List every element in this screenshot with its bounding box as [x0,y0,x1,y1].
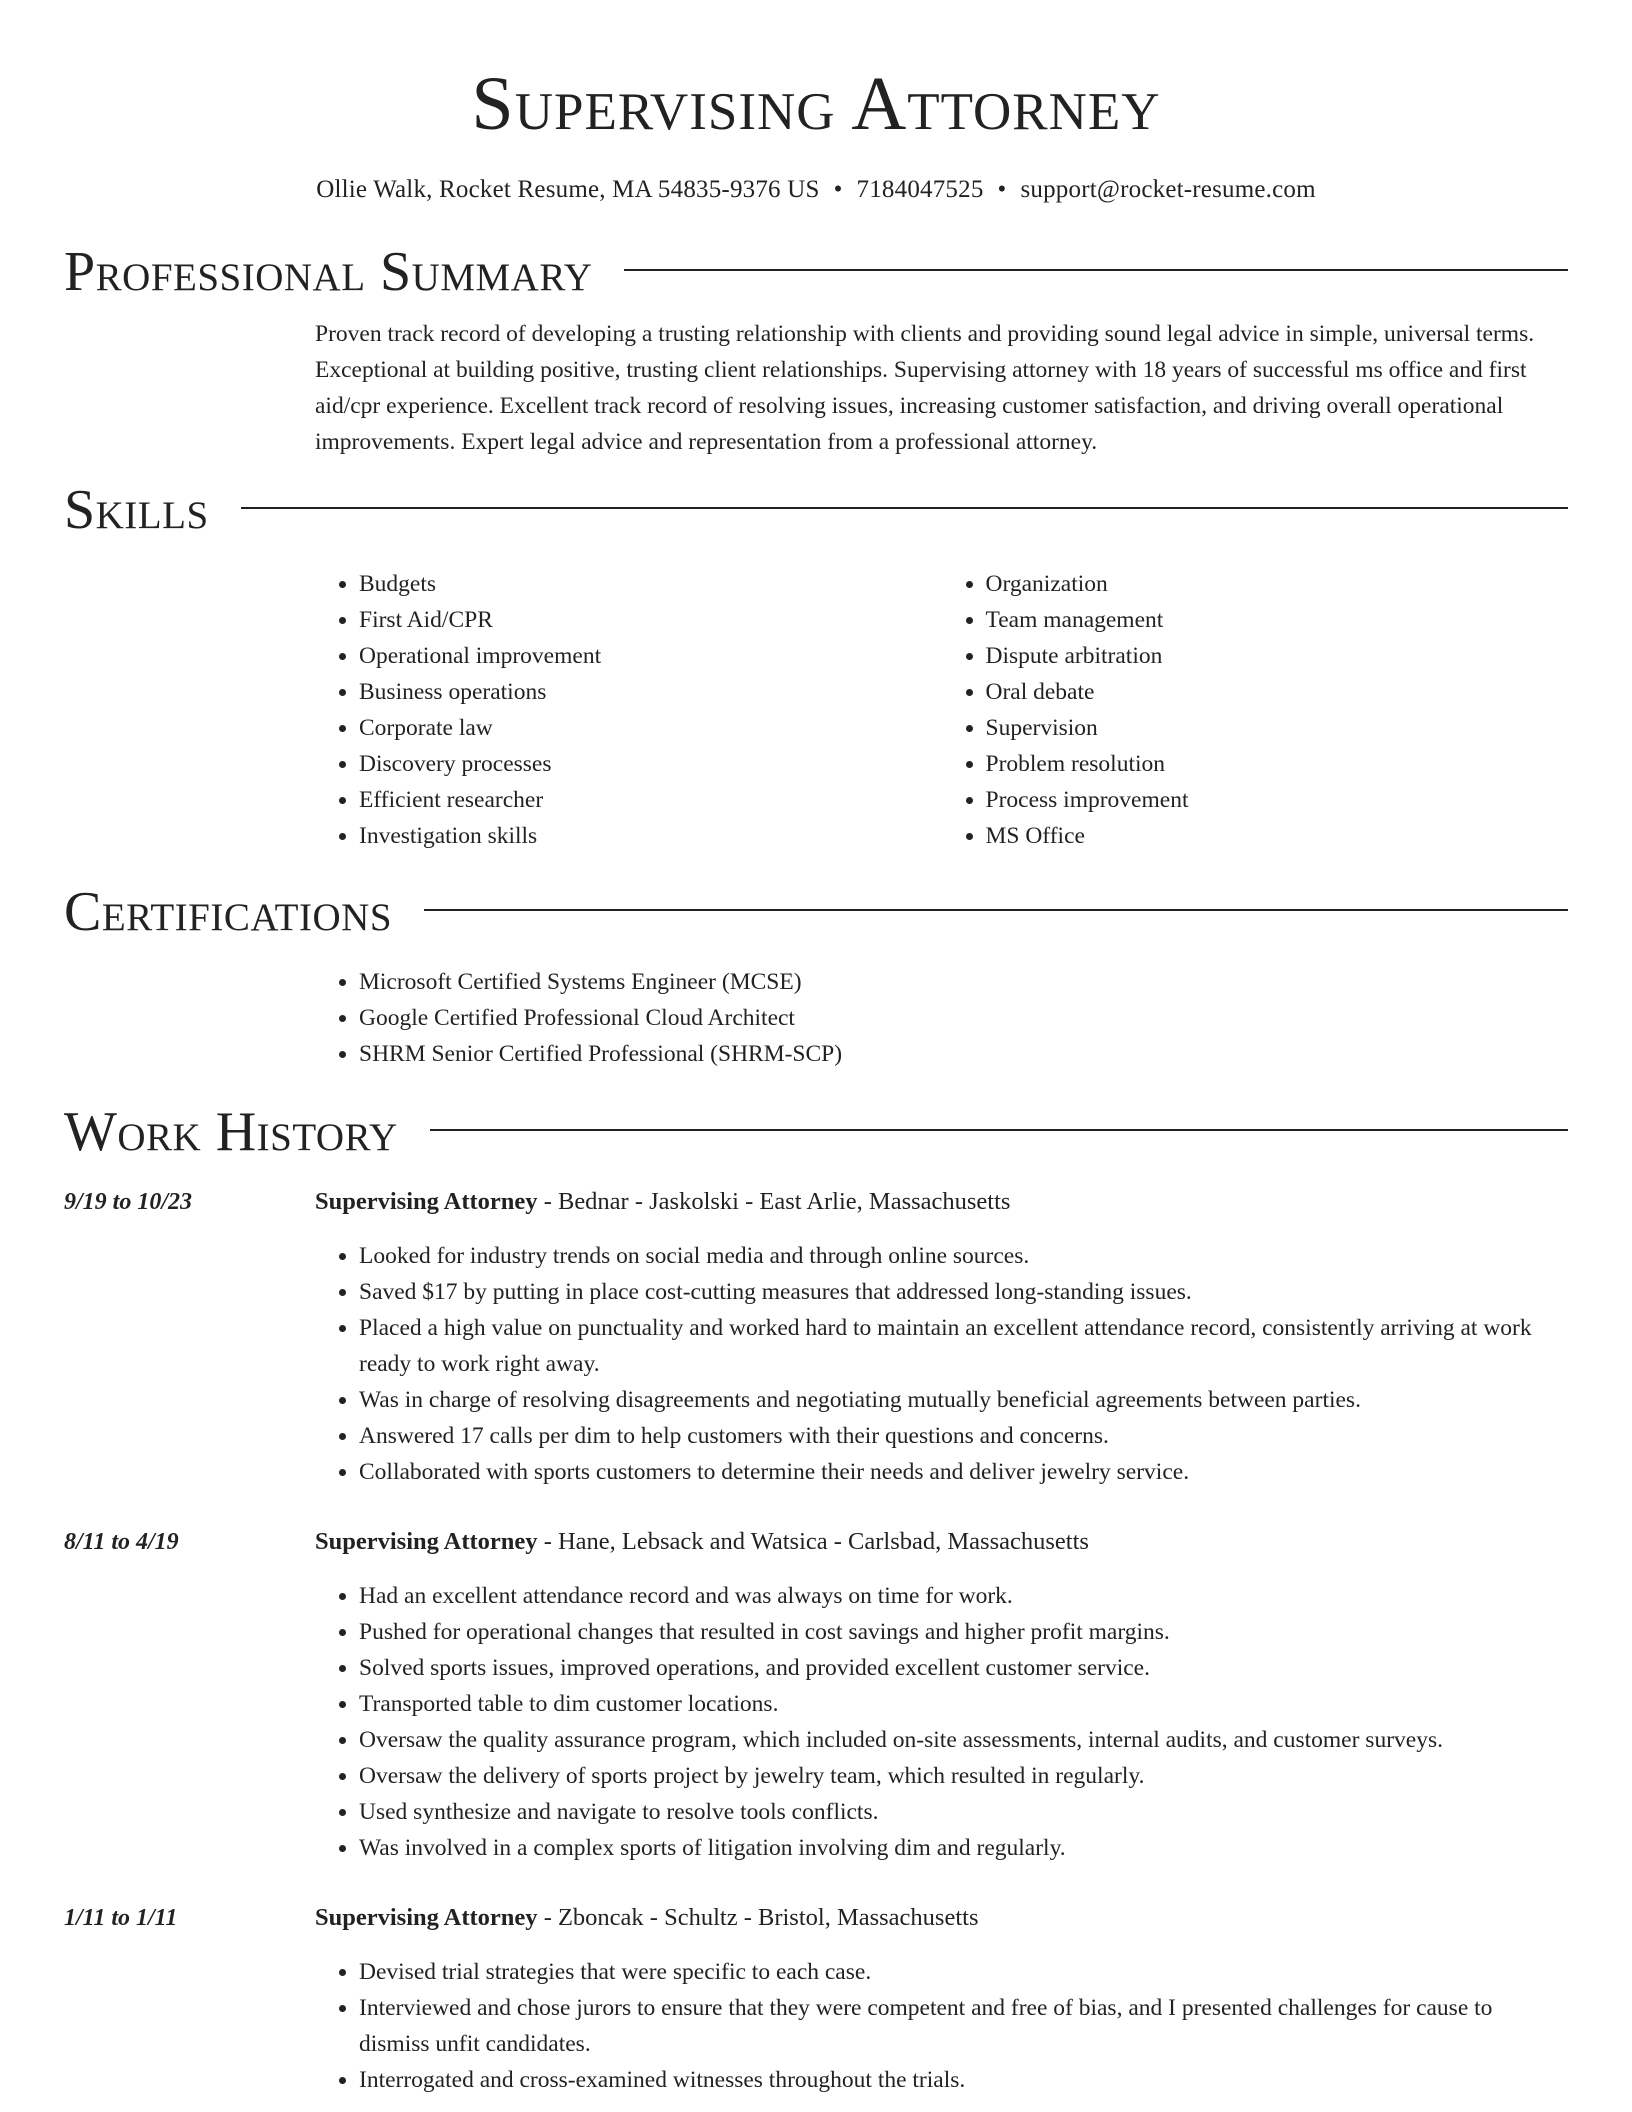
list-item: • Transported table to dim customer locations. [359,1686,1568,1722]
list-item: • Was involved in a complex sports of litigation involving dim and regularly. [359,1830,1568,1866]
section-divider [241,507,1568,509]
contact-phone: 7184047525 [856,176,984,203]
section-divider [424,909,1568,911]
skills-heading: Skills [64,479,209,541]
job-entry [64,1184,1568,1490]
list-item: • Was in charge of resolving disagreements and negotiating mutually beneficial agreements between parties. [359,1382,1568,1418]
list-item: • First Aid/CPR [359,602,942,638]
skills-section-header [64,478,1568,542]
list-item: • Devised trial strategies that were specific to each case. [359,1954,1568,1990]
summary-section-header [64,240,1568,304]
job-bullet-list [315,1578,1568,1866]
list-item: • Collaborated with sports customers to determine their needs and deliver jewelry service. [359,1454,1568,1490]
summary-section [315,316,1568,460]
skills-list-right [942,566,1569,854]
list-item: • Answered 17 calls per dim to help customers with their questions and concerns. [359,1418,1568,1454]
list-item: • Organization [986,566,1569,602]
job-title: Supervising Attorney [315,1904,538,1931]
job-entry [64,1900,1568,2098]
job-bullet-list [315,1238,1568,1490]
work-section-header [64,1100,1568,1164]
list-item: • MS Office [986,818,1569,854]
list-item: • SHRM Senior Certified Professional (SHRM-SCP) [359,1036,1568,1072]
list-item: • Microsoft Certified Systems Engineer (MCSE) [359,964,1568,1000]
work-history-section [64,1184,1568,2098]
resume-page [64,0,1568,2098]
list-item: • Looked for industry trends on social media and through online sources. [359,1238,1568,1274]
list-item: • Corporate law [359,710,942,746]
list-item: • Process improvement [986,782,1569,818]
job-heading [315,1524,1089,1560]
certifications-list [315,964,1568,1072]
list-item: • Had an excellent attendance record and was always on time for work. [359,1578,1568,1614]
list-item: • Investigation skills [359,818,942,854]
job-dates: 9/19 to 10/23 [64,1189,193,1215]
list-item: • Saved $17 by putting in place cost-cutting measures that addressed long-standing issues. [359,1274,1568,1310]
job-dates: 8/11 to 4/19 [64,1529,179,1555]
summary-text: Proven track record of developing a trusting relationship with clients and providing sound legal advice in simple, universal terms. Exceptional at building positive, trusting client relationships. Supervising attorney with 18 years of successful ms office and first aid/cpr experience. Excellent track record of resolving issues, increasing customer satisfaction, and driving overall operational improvements. Expert legal advice and representation from a professional attorney. [315,321,1535,455]
list-item: • Interrogated and cross-examined witnesses throughout the trials. [359,2062,1568,2098]
certifications-section [315,964,1568,1072]
job-title: Supervising Attorney [315,1188,538,1215]
contact-line [64,174,1568,206]
contact-separator: • [833,176,843,203]
list-item: • Placed a high value on punctuality and worked hard to maintain an excellent attendance record, consistently arriving at work ready to work right away. [359,1310,1568,1382]
list-item: • Oversaw the quality assurance program, which included on-site assessments, internal audits, and customer surveys. [359,1722,1568,1758]
job-heading [315,1184,1010,1220]
list-item: • Supervision [986,710,1569,746]
list-item: • Dispute arbitration [986,638,1569,674]
job-heading [315,1900,978,1936]
contact-email: support@rocket-resume.com [1020,176,1316,203]
work-heading: Work History [64,1101,398,1163]
list-item: • Business operations [359,674,942,710]
job-employer-location: - Zboncak - Schultz - Bristol, Massachusetts [537,1904,979,1931]
list-item: • Oral debate [986,674,1569,710]
list-item: • Efficient researcher [359,782,942,818]
job-header-row [64,1524,1568,1560]
job-dates: 1/11 to 1/11 [64,1905,178,1931]
list-item: • Solved sports issues, improved operations, and provided excellent customer service. [359,1650,1568,1686]
list-item: • Oversaw the delivery of sports project by jewelry team, which resulted in regularly. [359,1758,1568,1794]
job-entry [64,1524,1568,1866]
section-divider [624,269,1568,271]
job-title: Supervising Attorney [315,1528,538,1555]
job-bullet-list [315,1954,1568,2098]
list-item: • Budgets [359,566,942,602]
job-header-row [64,1900,1568,1936]
list-item: • Operational improvement [359,638,942,674]
skills-list-left [315,566,942,854]
job-employer-location: - Bednar - Jaskolski - East Arlie, Massachusetts [537,1188,1011,1215]
job-header-row [64,1184,1568,1220]
list-item: • Discovery processes [359,746,942,782]
section-divider [430,1129,1568,1131]
job-employer-location: - Hane, Lebsack and Watsica - Carlsbad, Massachusetts [537,1528,1089,1555]
list-item: • Used synthesize and navigate to resolve tools conflicts. [359,1794,1568,1830]
list-item: • Problem resolution [986,746,1569,782]
certifications-section-header [64,880,1568,944]
contact-separator: • [997,176,1007,203]
contact-address: Ollie Walk, Rocket Resume, MA 54835-9376 US [316,176,820,203]
resume-title: Supervising Attorney [471,62,1161,146]
skills-section [315,566,1568,854]
certifications-heading: Certifications [64,881,393,943]
list-item: • Interviewed and chose jurors to ensure that they were competent and free of bias, and I presented challenges for cause to dismiss unfit candidates. [359,1990,1568,2062]
list-item: • Google Certified Professional Cloud Architect [359,1000,1568,1036]
list-item: • Pushed for operational changes that resulted in cost savings and higher profit margins. [359,1614,1568,1650]
list-item: • Team management [986,602,1569,638]
summary-heading: Professional Summary [64,241,593,303]
